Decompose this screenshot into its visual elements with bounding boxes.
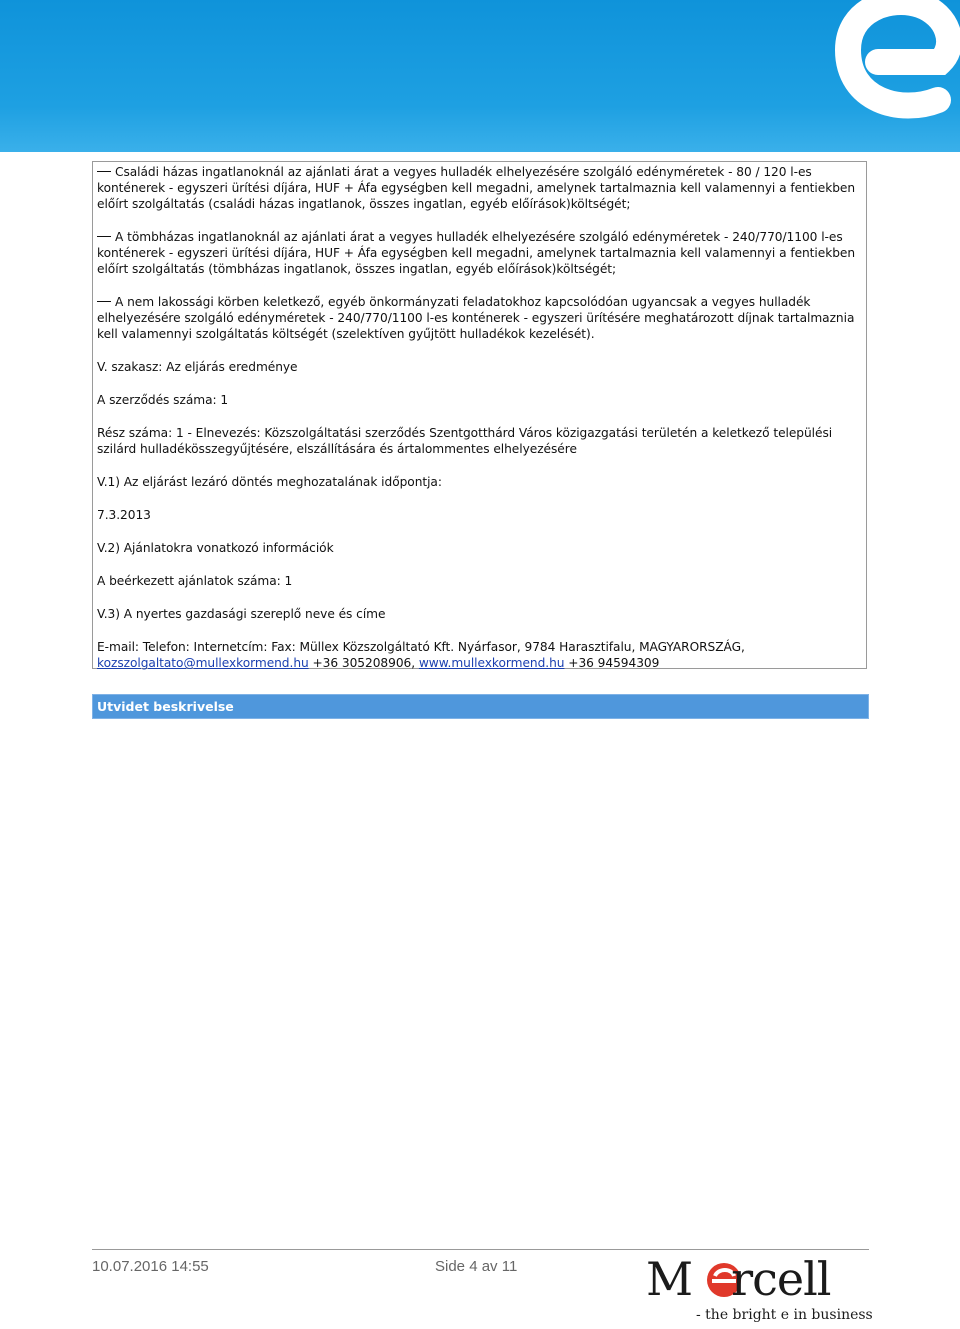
footer-date: 10.07.2016 14:55: [92, 1258, 209, 1275]
winner-contact: E-mail: Telefon: Internetcím: Fax: Müllex Közszolgáltató Kft. Nyárfasor, 9784 Harasztifalu, MAGYARORSZÁG, kozszolgaltato@mullexkormend.hu +36 305208906, www.mullexkormend.hu +36 94594309: [97, 640, 745, 670]
website-link[interactable]: www.mullexkormend.hu: [418, 656, 565, 670]
brand-name: Mrcell: [646, 1252, 831, 1306]
paragraph-household-price: Családi házas ingatlanoknál az ajánlati árat a vegyes hulladék elhelyezésére szolgáló edényméretek - 80 / 120 l-es konténerek - egyszeri ürítési díjára, HUF + Áfa egységben kell megadni, amelynek tartalmaznia kell valamennyi a fentiekben előírt szolgáltatás (családi házas ingatlanok, összes ingatlan, egyéb előírások)költségét;: [97, 165, 856, 211]
part-description: Rész száma: 1 - Elnevezés: Közszolgáltatási szerződés Szentgotthárd Város közigazgatási területén a keletkező települési szilárd hulladékösszegyűjtésére, elszállítására és ártalommentes elhelyezésére: [97, 426, 833, 456]
email-link[interactable]: kozszolgaltato@mullexkormend.hu: [97, 656, 309, 670]
header-band: [0, 0, 960, 152]
e-logo-icon: [820, 0, 960, 120]
paragraph-apartment-price: A tömbházas ingatlanoknál az ajánlati árat a vegyes hulladék elhelyezésére szolgáló edényméretek - 240/770/1100 l-es konténerek - egyszeri ürítési díjára, HUF + Áfa egységben kell megadni, amelynek tartalmaznia kell valamennyi a fentiekben előírt szolgáltatás (tömbházas ingatlanok, összes ingatlan, egyéb előírások)költségét;: [97, 230, 856, 276]
mercell-logo: [640, 1252, 873, 1327]
offers-received: A beérkezett ajánlatok száma: 1: [97, 574, 293, 588]
brand-tagline: - the bright e in business: [696, 1307, 873, 1323]
decision-date: 7.3.2013: [97, 508, 151, 522]
paragraph-non-residential: A nem lakossági körben keletkező, egyéb önkormányzati feladatokhoz kapcsolódóan ugyancsak a vegyes hulladék elhelyezésére szolgáló edényméretek - 240/770/1100 l-es konténerek - egyszeri ürítésére meghatározott díjnak tartalmaznia kell valamennyi szolgáltatás költségét (szelektíven gyűjtött hulladékok kezelését).: [97, 295, 855, 341]
dash-marker: [97, 301, 111, 302]
v3-heading: V.3) A nyertes gazdasági szereplő neve és címe: [97, 607, 386, 621]
footer-page-number: Side 4 av 11: [435, 1258, 518, 1275]
footer-divider: [92, 1249, 869, 1250]
v1-heading: V.1) Az eljárást lezáró döntés meghozatalának időpontja:: [97, 475, 442, 489]
notice-content: [92, 161, 867, 669]
v2-heading: V.2) Ajánlatokra vonatkozó információk: [97, 541, 334, 555]
extended-description-bar[interactable]: Utvidet beskrivelse: [92, 694, 869, 719]
contract-number: A szerződés száma: 1: [97, 393, 229, 407]
dash-marker: [97, 171, 111, 172]
dash-marker: [97, 236, 111, 237]
section-v-heading: V. szakasz: Az eljárás eredménye: [97, 360, 298, 374]
